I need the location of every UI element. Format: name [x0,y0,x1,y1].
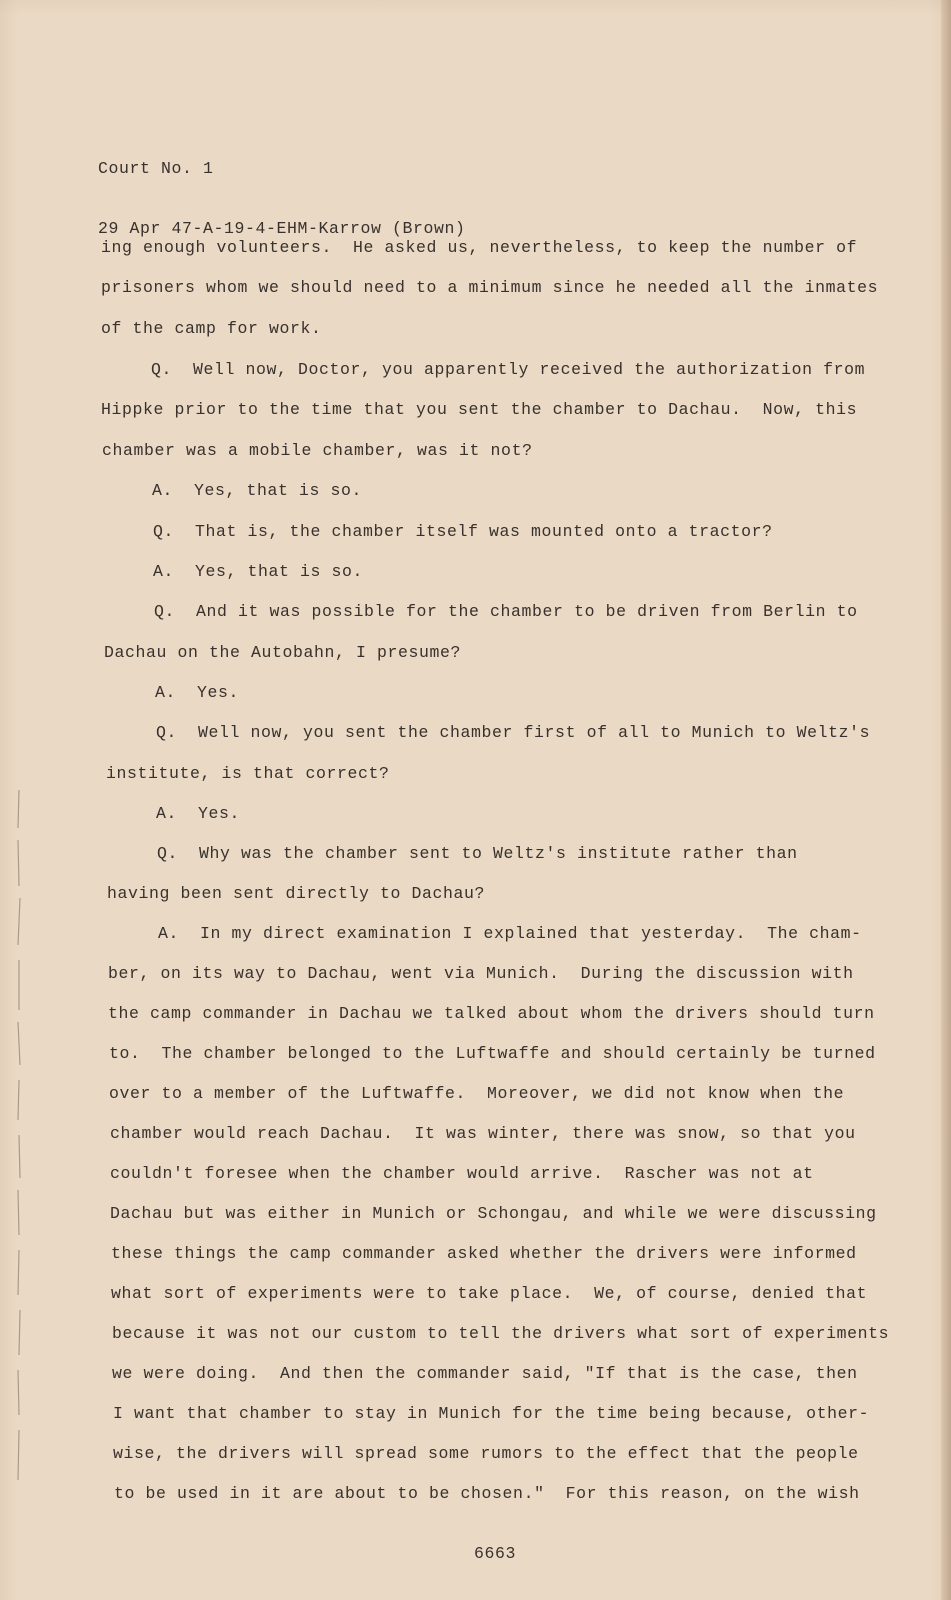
text-line-09: A. Yes, that is so. [153,562,364,581]
text-line-25: Dachau but was either in Munich or Schongau, and while we were discussing [110,1204,877,1223]
text-line-06: chamber was a mobile chamber, was it not? [102,441,533,460]
text-line-12: A. Yes. [155,683,240,702]
session-line: 29 Apr 47-A-19-4-EHM-Karrow (Brown) [98,219,466,238]
text-line-15: A. Yes. [156,804,241,823]
text-line-07: A. Yes, that is so. [152,481,363,500]
text-line-31: wise, the drivers will spread some rumors to the effect that the people [113,1444,859,1463]
text-line-28: because it was not our custom to tell the drivers what sort of experiments [112,1324,890,1343]
text-line-02: prisoners whom we should need to a minimum since he needed all the inmates [101,278,879,297]
text-line-10: Q. And it was possible for the chamber to be driven from Berlin to [154,602,858,621]
page-edge-shadow [941,0,951,1600]
text-line-22: over to a member of the Luftwaffe. Moreover, we did not know when the [109,1084,845,1103]
margin-marks-icon [12,790,26,1510]
text-line-13: Q. Well now, you sent the chamber first of all to Munich to Weltz's [156,723,871,742]
text-line-14: institute, is that correct? [106,764,390,783]
text-line-19: ber, on its way to Dachau, went via Munich. During the discussion with [108,964,854,983]
text-line-08: Q. That is, the chamber itself was mounted onto a tractor? [153,522,773,541]
text-line-21: to. The chamber belonged to the Luftwaffe and should certainly be turned [109,1044,876,1063]
text-line-20: the camp commander in Dachau we talked about whom the drivers should turn [108,1004,875,1023]
text-line-11: Dachau on the Autobahn, I presume? [104,643,462,662]
text-line-26: these things the camp commander asked whether the drivers were informed [111,1244,857,1263]
text-line-05: Hippke prior to the time that you sent the chamber to Dachau. Now, this [101,400,858,419]
court-line: Court No. 1 [98,159,214,178]
text-line-24: couldn't foresee when the chamber would arrive. Rascher was not at [110,1164,814,1183]
text-line-03: of the camp for work. [101,319,322,338]
text-line-27: what sort of experiments were to take place. We, of course, denied that [111,1284,868,1303]
text-line-29: we were doing. And then the commander said, "If that is the case, then [112,1364,858,1383]
text-line-17: having been sent directly to Dachau? [107,884,486,903]
page-number: 6663 [474,1544,517,1563]
text-line-16: Q. Why was the chamber sent to Weltz's institute rather than [157,844,798,863]
text-line-04: Q. Well now, Doctor, you apparently received the authorization from [151,360,866,379]
text-line-30: I want that chamber to stay in Munich for the time being because, other- [113,1404,870,1423]
text-line-01: ing enough volunteers. He asked us, nevertheless, to keep the number of [101,238,858,257]
text-line-32: to be used in it are about to be chosen." For this reason, on the wish [114,1484,860,1503]
text-line-23: chamber would reach Dachau. It was winter, there was snow, so that you [110,1124,856,1143]
text-line-18: A. In my direct examination I explained that yesterday. The cham- [158,924,862,943]
margin-marks [12,790,26,1510]
